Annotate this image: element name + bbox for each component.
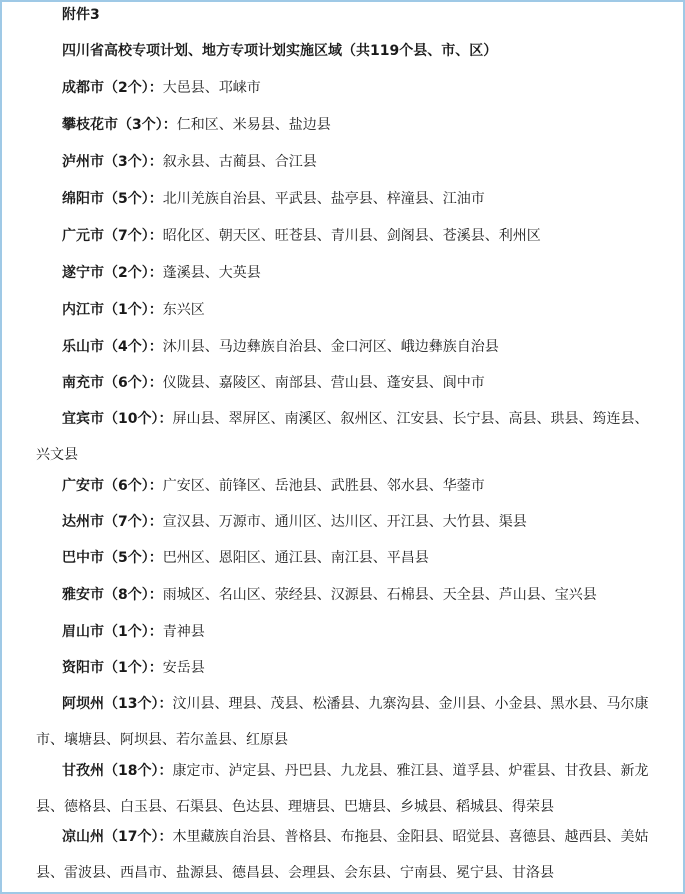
city-entry — [62, 225, 654, 247]
city-entry — [62, 547, 654, 569]
city-areas: 巴州区、恩阳区、通江县、南江县、平昌县 — [162, 550, 429, 566]
city-name: 宜宾市（10个）： — [62, 411, 173, 427]
city-entry — [62, 511, 654, 533]
city-entry — [62, 151, 654, 173]
city-areas: 雨城区、名山区、荥经县、汉源县、石棉县、天全县、芦山县、宝兴县 — [162, 587, 597, 603]
city-areas: 东兴区 — [162, 302, 205, 318]
city-name: 攀枝花市（3个）： — [62, 117, 177, 133]
city-entry — [62, 299, 654, 321]
document-title: 四川省高校专项计划、地方专项计划实施区域（共119个县、市、区） — [62, 43, 498, 59]
city-name: 绵阳市（5个）： — [62, 191, 163, 207]
city-name: 阿坝州（13个）： — [62, 696, 173, 712]
city-name: 成都市（2个）： — [62, 80, 163, 96]
city-entry — [36, 819, 656, 891]
city-entry — [36, 401, 656, 473]
city-areas: 昭化区、朝天区、旺苍县、青川县、剑阁县、苍溪县、利州区 — [162, 228, 541, 244]
city-entry — [62, 584, 654, 606]
city-areas: 宣汉县、万源市、通川区、达川区、开江县、大竹县、渠县 — [162, 514, 527, 530]
city-entry — [62, 475, 654, 497]
city-areas: 仪陇县、嘉陵区、南部县、营山县、蓬安县、阆中市 — [162, 375, 485, 391]
city-name: 内江市（1个）： — [62, 302, 163, 318]
city-entry — [62, 657, 654, 679]
city-entry — [62, 262, 654, 284]
city-name: 广安市（6个）： — [62, 478, 163, 494]
city-entry — [62, 114, 654, 136]
city-areas: 木里藏族自治县、普格县、布拖县、金阳县、昭觉县、喜德县、越西县、美姑县、雷波县、西昌市、盐源县、德昌县、会理县、会东县、宁南县、冕宁县、甘洛县 — [36, 829, 649, 881]
city-areas: 叙永县、古蔺县、合江县 — [162, 154, 317, 170]
city-entry — [62, 188, 654, 210]
city-name: 遂宁市（2个）： — [62, 265, 163, 281]
city-areas: 蓬溪县、大英县 — [162, 265, 261, 281]
city-entry — [62, 77, 654, 99]
city-entry — [36, 686, 656, 758]
city-name: 广元市（7个）： — [62, 228, 163, 244]
city-entry — [62, 621, 654, 643]
city-areas: 北川羌族自治县、平武县、盐亭县、梓潼县、江油市 — [162, 191, 485, 207]
city-areas: 仁和区、米易县、盐边县 — [176, 117, 331, 133]
city-name: 乐山市（4个）： — [62, 339, 163, 355]
city-name: 眉山市（1个）： — [62, 624, 163, 640]
city-name: 泸州市（3个）： — [62, 154, 163, 170]
city-entry — [62, 372, 654, 394]
city-areas: 屏山县、翠屏区、南溪区、叙州区、江安县、长宁县、高县、珙县、筠连县、兴文县 — [36, 411, 649, 463]
city-areas: 青神县 — [162, 624, 205, 640]
city-areas: 安岳县 — [162, 660, 205, 676]
city-areas: 汶川县、理县、茂县、松潘县、九寨沟县、金川县、小金县、黑水县、马尔康市、壤塘县、阿坝县、若尔盖县、红原县 — [36, 696, 649, 748]
city-name: 甘孜州（18个）： — [62, 763, 173, 779]
city-name: 凉山州（17个）： — [62, 829, 173, 845]
city-name: 达州市（7个）： — [62, 514, 163, 530]
city-areas: 广安区、前锋区、岳池县、武胜县、邻水县、华蓥市 — [162, 478, 485, 494]
city-name: 资阳市（1个）： — [62, 660, 163, 676]
city-name: 雅安市（8个）： — [62, 587, 163, 603]
city-name: 巴中市（5个）： — [62, 550, 163, 566]
attachment-label: 附件3 — [62, 7, 100, 23]
city-entry — [62, 336, 654, 358]
city-areas: 沐川县、马边彝族自治县、金口河区、峨边彝族自治县 — [162, 339, 499, 355]
city-areas: 大邑县、邛崃市 — [162, 80, 261, 96]
city-entry — [36, 753, 656, 825]
city-name: 南充市（6个）： — [62, 375, 163, 391]
city-areas: 康定市、泸定县、丹巴县、九龙县、雅江县、道孚县、炉霍县、甘孜县、新龙县、德格县、白玉县、石渠县、色达县、理塘县、巴塘县、乡城县、稻城县、得荣县 — [36, 763, 649, 815]
